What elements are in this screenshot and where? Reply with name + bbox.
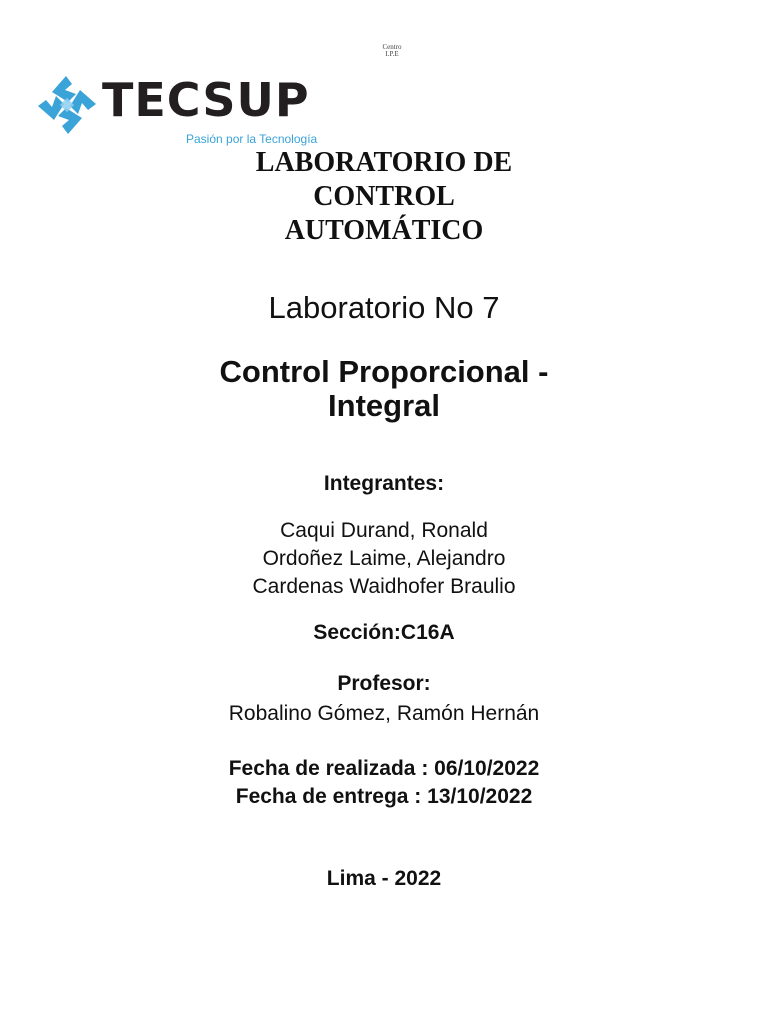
subtitle-line: Control Proporcional - <box>219 354 549 389</box>
members-list <box>0 517 768 601</box>
professor-name: Robalino Gómez, Ramón Hernán <box>228 702 540 725</box>
header-small-mark <box>362 44 422 58</box>
tecsup-logo <box>32 70 332 150</box>
lab-number: Laboratorio No 7 <box>268 290 500 325</box>
place-year: Lima - 2022 <box>326 867 442 890</box>
course-title-line: CONTROL <box>313 181 455 212</box>
recycle-arrows-logo-icon <box>32 70 102 140</box>
logo-wordmark: TECSUP <box>102 73 310 127</box>
professor-label: Profesor: <box>337 672 431 695</box>
member-name: Cardenas Waidhofer Braulio <box>252 575 516 598</box>
small-mark-line: Centro <box>382 43 402 51</box>
date-done: Fecha de realizada : 06/10/2022 <box>228 757 540 780</box>
course-title-line: AUTOMÁTICO <box>284 215 484 246</box>
lab-subtitle <box>0 355 768 423</box>
course-title <box>0 146 768 248</box>
members-label: Integrantes: <box>323 472 445 495</box>
subtitle-line: Integral <box>328 388 440 423</box>
section-info: Sección:C16A <box>313 621 455 644</box>
member-name: Caqui Durand, Ronald <box>280 519 488 542</box>
small-mark-line: I.P.E <box>385 50 399 58</box>
logo-tagline: Pasión por la Tecnología <box>186 132 318 146</box>
course-title-line: LABORATORIO DE <box>255 147 513 178</box>
date-delivered: Fecha de entrega : 13/10/2022 <box>235 785 533 808</box>
member-name: Ordoñez Laime, Alejandro <box>262 547 506 570</box>
